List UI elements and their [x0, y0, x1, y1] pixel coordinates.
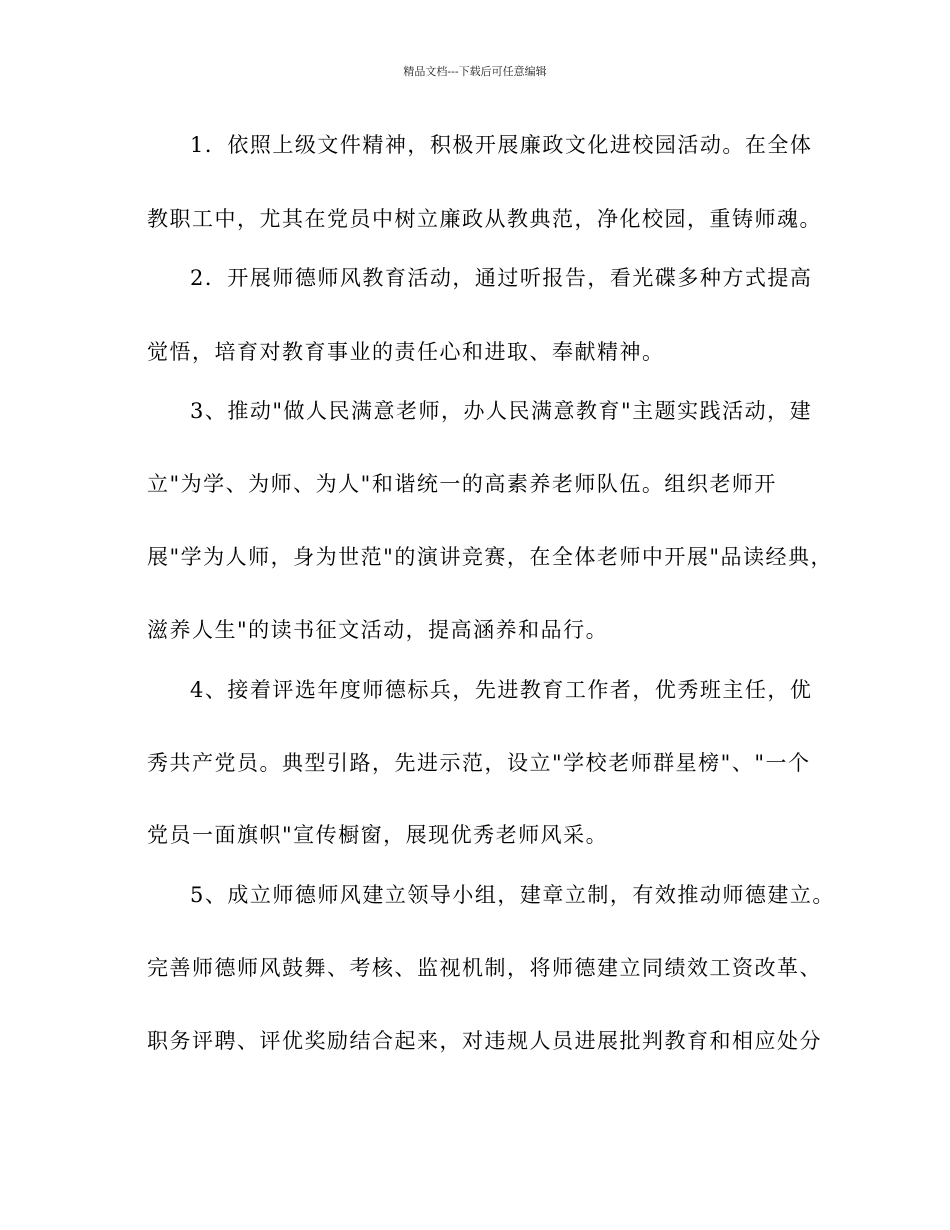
paragraph-3-line-2: 立"为学、为师、为人"和谐统一的高素养老师队伍。组织老师开 — [147, 472, 777, 496]
paragraph-3-line-3: 展"学为人师，身为世范"的演讲竞赛，在全体老师中开展"品读经典， — [147, 545, 833, 569]
paragraph-5-line-2: 完善师德师风鼓舞、考核、监视机制，将师德建立同绩效工资改革、 — [147, 956, 822, 980]
paragraph-2-line-1: 2．开展师德师风教育活动，通过听报告，看光碟多种方式提高 — [190, 266, 813, 290]
paragraph-4-line-3: 党员一面旗帜"宣传橱窗，展现优秀老师风采。 — [147, 823, 609, 847]
paragraph-1-line-1: 1．依照上级文件精神，积极开展廉政文化进校园活动。在全体 — [190, 133, 813, 157]
paragraph-2-line-2: 觉悟，培育对教育事业的责任心和进取、奉献精神。 — [147, 340, 665, 364]
paragraph-5-line-1: 5、成立师德师风建立领导小组，建章立制，有效推动师德建立。 — [190, 883, 835, 907]
paragraph-3-line-1: 3、推动"做人民满意老师，办人民满意教育"主题实践活动，建 — [190, 399, 813, 423]
page-header: 精品文档---下载后可任意编辑 — [403, 65, 547, 78]
paragraph-1-line-2: 教职工中，尤其在党员中树立廉政从教典范，净化校园，重铸师魂。 — [147, 207, 822, 231]
paragraph-4-line-2: 秀共产党员。典型引路，先进示范，设立"学校老师群星榜"、"一个 — [147, 751, 811, 775]
paragraph-3-line-4: 滋养人生"的读书征文活动，提高涵养和品行。 — [147, 618, 609, 642]
paragraph-4-line-1: 4、接着评选年度师德标兵，先进教育工作者，优秀班主任，优 — [190, 678, 813, 702]
paragraph-5-line-3: 职务评聘、评优奖励结合起来，对违规人员进展批判教育和相应处分 — [147, 1029, 822, 1053]
